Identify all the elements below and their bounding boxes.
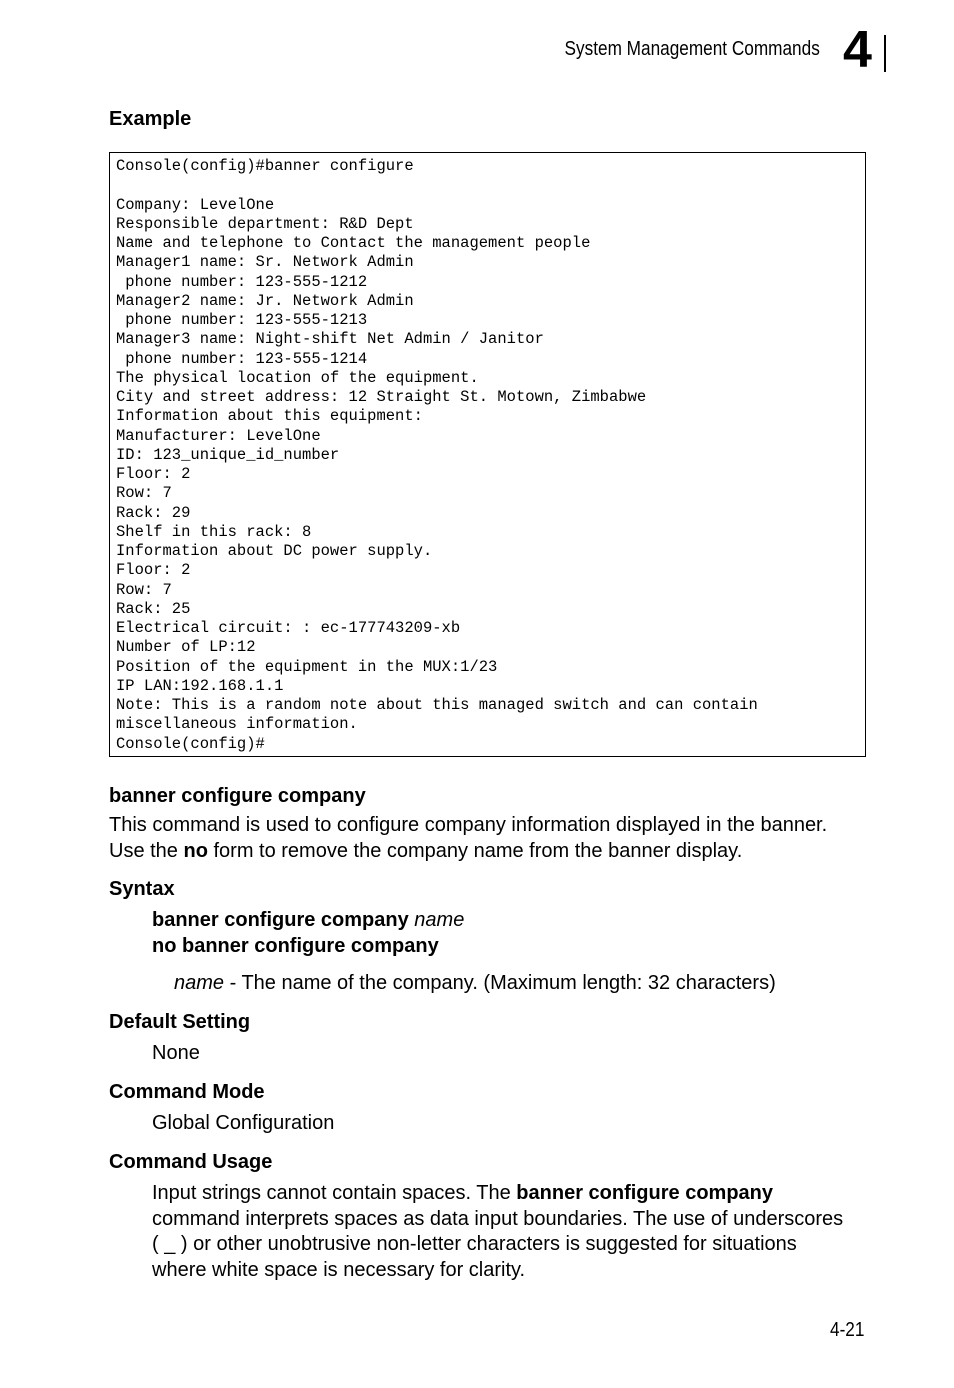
code-line: Row: 7 bbox=[116, 580, 172, 599]
code-line: Note: This is a random note about this managed switch and can contain bbox=[116, 696, 758, 714]
code-line: Shelf in this rack: 8 bbox=[116, 522, 312, 541]
page-number: 4-21 bbox=[830, 1319, 865, 1341]
code-line bbox=[116, 176, 758, 195]
parameter-text: - The name of the company. (Maximum length: 32 characters) bbox=[224, 972, 776, 994]
code-line: City and street address: 12 Straight St. Motown, Zimbabwe bbox=[116, 388, 647, 406]
code-line: ID: 123_unique_id_number bbox=[116, 445, 340, 464]
code-line: phone number: 123-555-1214 bbox=[116, 349, 368, 368]
code-line: Console(config)#banner configure bbox=[116, 157, 414, 175]
code-line: Responsible department: R&D Dept bbox=[116, 214, 414, 233]
code-line: Floor: 2 bbox=[116, 561, 191, 580]
command-usage-text bbox=[152, 1181, 843, 1283]
code-line: Name and telephone to Contact the management people bbox=[116, 234, 591, 252]
usage-line-3: ( _ ) or other unobtrusive non-letter characters is suggested for situations bbox=[152, 1233, 797, 1255]
parameter-description bbox=[174, 971, 776, 997]
code-line: miscellaneous information. bbox=[116, 715, 358, 734]
code-line: Manager2 name: Jr. Network Admin bbox=[116, 291, 414, 310]
usage-command-keyword: banner configure company bbox=[516, 1182, 774, 1204]
code-line: Company: LevelOne bbox=[116, 195, 275, 214]
usage-line-1 bbox=[152, 1181, 843, 1207]
no-keyword: no bbox=[183, 839, 208, 862]
code-line: phone number: 123-555-1213 bbox=[116, 311, 368, 329]
code-line: phone number: 123-555-1212 bbox=[116, 272, 368, 291]
description-line-1: This command is used to configure company information displayed in the banner. bbox=[109, 814, 828, 836]
code-line: Electrical circuit: : ec-177743209-xb bbox=[116, 619, 461, 637]
code-line: Manager3 name: Night-shift Net Admin / Janitor bbox=[116, 330, 544, 349]
usage-text: Input strings cannot contain spaces. The bbox=[152, 1182, 517, 1204]
default-setting-value: None bbox=[152, 1042, 200, 1064]
section-title: banner configure company bbox=[109, 785, 366, 807]
syntax-command-keyword: banner configure company bbox=[152, 909, 409, 931]
default-setting-heading: Default Setting bbox=[109, 1011, 251, 1033]
description-text: Use the bbox=[109, 839, 184, 862]
code-line: Manufacturer: LevelOne bbox=[116, 426, 321, 445]
code-line: The physical location of the equipment. bbox=[116, 368, 479, 387]
code-line: Floor: 2 bbox=[116, 465, 191, 483]
code-line: Number of LP:12 bbox=[116, 638, 256, 657]
command-mode-value: Global Configuration bbox=[152, 1112, 335, 1134]
command-mode-heading: Command Mode bbox=[109, 1081, 265, 1103]
code-line: Console(config)# bbox=[116, 734, 265, 753]
syntax-command-1 bbox=[152, 908, 464, 934]
code-line: Information about this equipment: bbox=[116, 407, 423, 426]
code-line: Manager1 name: Sr. Network Admin bbox=[116, 253, 414, 272]
code-line: IP LAN:192.168.1.1 bbox=[116, 676, 284, 695]
code-listing bbox=[116, 157, 758, 754]
code-line: Position of the equipment in the MUX:1/23 bbox=[116, 657, 498, 676]
section-description bbox=[109, 813, 827, 864]
syntax-parameter: name bbox=[414, 909, 465, 931]
code-line: Information about DC power supply. bbox=[116, 542, 433, 560]
code-example-box bbox=[109, 152, 866, 757]
chapter-number: 4 bbox=[843, 21, 872, 79]
code-line: Row: 7 bbox=[116, 484, 172, 503]
example-heading: Example bbox=[109, 108, 192, 130]
usage-line-2: command interprets spaces as data input boundaries. The use of underscores bbox=[152, 1207, 844, 1230]
usage-line-4: where white space is necessary for clarity. bbox=[152, 1258, 526, 1281]
syntax-command-2: no banner configure company bbox=[152, 935, 439, 957]
command-usage-heading: Command Usage bbox=[109, 1151, 273, 1173]
chapter-divider-bar bbox=[884, 35, 886, 72]
parameter-name: name bbox=[174, 972, 225, 994]
code-line: Rack: 25 bbox=[116, 599, 191, 618]
description-line-2 bbox=[109, 839, 827, 865]
syntax-heading: Syntax bbox=[109, 878, 175, 900]
running-header-title: System Management Commands bbox=[564, 38, 820, 60]
description-text: form to remove the company name from the banner display. bbox=[207, 839, 743, 862]
code-line: Rack: 29 bbox=[116, 503, 191, 522]
